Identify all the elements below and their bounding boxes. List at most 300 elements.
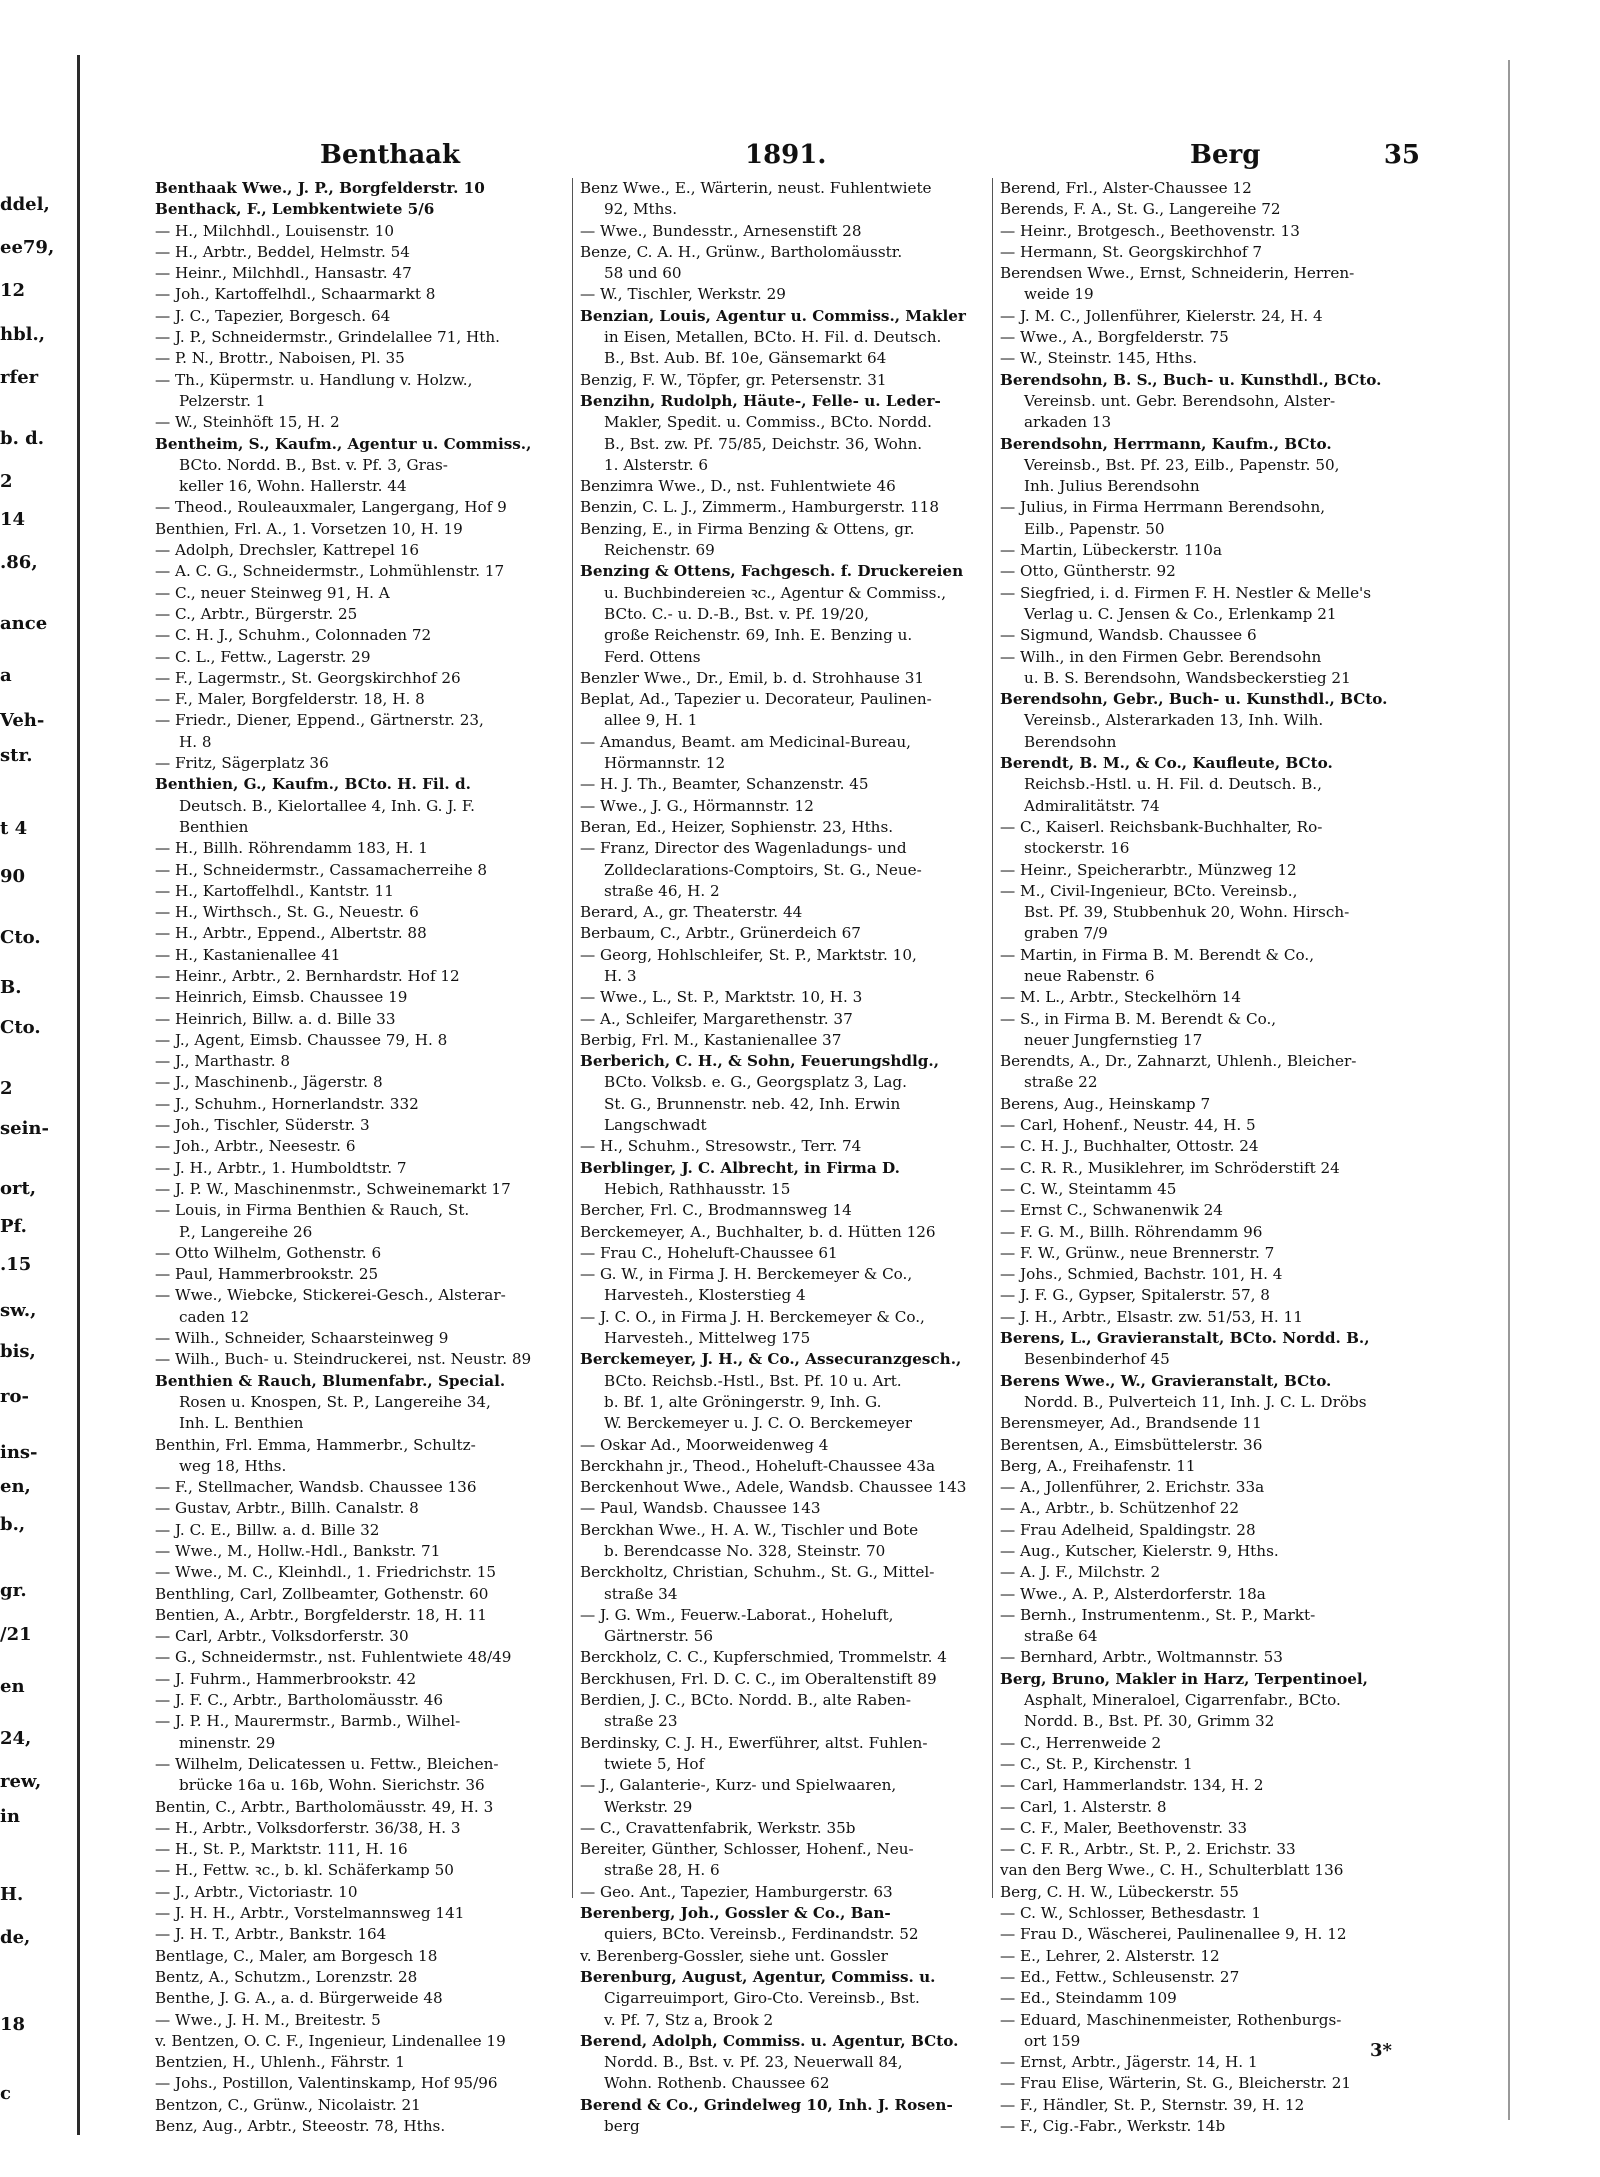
directory-entry: — J. M. C., Jollenführer, Kielerstr. 24, H. 4 (1000, 306, 1323, 325)
entry-continuation: Reichenstr. 69 (604, 541, 715, 560)
directory-entry: — S., in Firma B. M. Berendt & Co., (1000, 1009, 1277, 1028)
margin-fragment: sw., (0, 1300, 37, 1321)
entry-continuation: straße 34 (604, 1584, 678, 1603)
directory-entry: — Carl, Hohenf., Neustr. 44, H. 5 (1000, 1116, 1256, 1135)
entry-continuation: Rosen u. Knospen, St. P., Langereihe 34, (179, 1392, 491, 1411)
directory-entry: — Wwe., M., Hollw.-Hdl., Bankstr. 71 (155, 1542, 441, 1560)
directory-entry: Benz Wwe., E., Wärterin, neust. Fuhlentwiete (580, 179, 932, 197)
directory-entry: — Ernst, Arbtr., Jägerstr. 14, H. 1 (1000, 2053, 1258, 2072)
directory-entry: Benzin, C. L. J., Zimmerm., Hamburgerstr. 118 (580, 498, 940, 517)
directory-entry: Berendsen Wwe., Ernst, Schneiderin, Herren- (1000, 264, 1355, 283)
margin-fragment: bis, (0, 1341, 36, 1362)
directory-entry: — Joh., Arbtr., Neesestr. 6 (155, 1137, 356, 1156)
entry-continuation: Reichsb.-Hstl. u. H. Fil. d. Deutsch. B., (1024, 775, 1322, 794)
margin-fragment: 90 (0, 866, 26, 887)
entry-continuation: in Eisen, Metallen, BCto. H. Fil. d. Deutsch. (604, 328, 942, 347)
margin-fragment: Cto. (0, 927, 41, 948)
directory-entry: Berckenhout Wwe., Adele, Wandsb. Chaussee 143 (580, 1478, 967, 1497)
directory-entry: — H., Milchhdl., Louisenstr. 10 (155, 221, 395, 240)
entry-continuation: Inh. L. Benthien (179, 1414, 304, 1433)
directory-entry: Berdinsky, C. J. H., Ewerführer, altst. Fuhlen- (580, 1733, 928, 1752)
margin-fragment: ee79, (0, 237, 55, 258)
directory-entry: — Frau Adelheid, Spaldingstr. 28 (1000, 1520, 1256, 1539)
directory-entry: — Heinr., Arbtr., 2. Bernhardstr. Hof 12 (155, 966, 460, 985)
directory-entry: — H., Wirthsch., St. G., Neuestr. 6 (155, 903, 419, 922)
directory-entry: — C. L., Fettw., Lagerstr. 29 (155, 647, 371, 666)
directory-entry: — Amandus, Beamt. am Medicinal-Bureau, (580, 732, 911, 751)
entry-continuation: weg 18, Hths. (179, 1456, 287, 1475)
directory-entry: — E., Lehrer, 2. Alsterstr. 12 (1000, 1946, 1220, 1965)
directory-entry: Berckemeyer, J. H., & Co., Assecuranzgesch., (580, 1350, 962, 1369)
directory-entry: Bentzon, C., Grünw., Nicolaistr. 21 (155, 2095, 421, 2114)
directory-entry: — Frau C., Hoheluft-Chaussee 61 (580, 1243, 838, 1262)
directory-entry: van den Berg Wwe., C. H., Schulterblatt 136 (1000, 1861, 1344, 1880)
directory-entry: — Julius, in Firma Herrmann Berendsohn, (1000, 498, 1326, 517)
entry-continuation: große Reichenstr. 69, Inh. E. Benzing u. (604, 626, 913, 645)
directory-entry: — H., Schneidermstr., Cassamacherreihe 8 (155, 860, 488, 879)
directory-entry: — Georg, Hohlschleifer, St. P., Marktstr. 10, (580, 945, 917, 964)
directory-entry: Beran, Ed., Heizer, Sophienstr. 23, Hths. (580, 817, 894, 836)
entry-continuation: brücke 16a u. 16b, Wohn. Sierichstr. 36 (179, 1776, 485, 1795)
directory-entry: — J., Maschinenb., Jägerstr. 8 (155, 1073, 383, 1092)
entry-continuation: St. G., Brunnenstr. neb. 42, Inh. Erwin (604, 1094, 901, 1113)
margin-fragment: sein- (0, 1118, 49, 1139)
directory-entry: — Wwe., Wiebcke, Stickerei-Gesch., Alsterar- (155, 1286, 506, 1305)
directory-entry: Bentlage, C., Maler, am Borgesch 18 (155, 1946, 438, 1965)
directory-entry: — Siegfried, i. d. Firmen F. H. Nestler & Melle's (1000, 583, 1372, 602)
entry-continuation: Deutsch. B., Kielortallee 4, Inh. G. J. F. (179, 796, 475, 815)
entry-continuation: Nordd. B., Pulverteich 11, Inh. J. C. L. Dröbs (1024, 1392, 1367, 1411)
directory-entry: — J. Fuhrm., Hammerbrookstr. 42 (155, 1669, 417, 1688)
margin-fragment: rew, (0, 1771, 42, 1792)
directory-entry: — J. H. T., Arbtr., Bankstr. 164 (155, 1925, 387, 1944)
directory-entry: — Heinr., Speicherarbtr., Münzweg 12 (1000, 860, 1297, 879)
directory-entry: — Wilh., Buch- u. Steindruckerei, nst. Neustr. 89 (155, 1350, 532, 1369)
entry-continuation: Makler, Spedit. u. Commiss., BCto. Nordd. (604, 413, 932, 432)
directory-entry: — J., Schuhm., Hornerlandstr. 332 (155, 1094, 419, 1113)
margin-fragment: ro- (0, 1386, 29, 1407)
directory-entry: — C. H. J., Schuhm., Colonnaden 72 (155, 626, 432, 645)
directory-entry: Bentien, A., Arbtr., Borgfelderstr. 18, H. 11 (155, 1605, 487, 1624)
directory-column-3 (1000, 178, 1394, 2137)
directory-column-2 (580, 178, 994, 2137)
directory-entry: — H., Billh. Röhrendamm 183, H. 1 (155, 839, 428, 858)
margin-fragment: 24, (0, 1728, 32, 1749)
directory-entry: Berendsohn, Herrmann, Kaufm., BCto. (1000, 434, 1332, 453)
margin-fragment: de, (0, 1927, 31, 1948)
directory-entry: Beplat, Ad., Tapezier u. Decorateur, Paulinen- (580, 690, 932, 709)
entry-continuation: P., Langereihe 26 (179, 1222, 313, 1241)
margin-fragment: str. (0, 745, 33, 766)
directory-entry: — Ernst C., Schwanenwik 24 (1000, 1201, 1223, 1220)
directory-entry: — J., Arbtr., Victoriastr. 10 (155, 1882, 358, 1901)
directory-entry: — A., Arbtr., b. Schützenhof 22 (1000, 1499, 1240, 1518)
directory-entry: — A., Schleifer, Margarethenstr. 37 (580, 1009, 853, 1028)
header-first-entry: Benthaak (320, 140, 461, 170)
directory-entry: — G. W., in Firma J. H. Berckemeyer & Co., (580, 1265, 913, 1284)
directory-entry: Benthien, Frl. A., 1. Vorsetzen 10, H. 19 (155, 519, 463, 538)
entry-continuation: stockerstr. 16 (1024, 839, 1130, 858)
directory-entry: — Joh., Kartoffelhdl., Schaarmarkt 8 (155, 285, 436, 304)
margin-fragment: b., (0, 1514, 26, 1535)
directory-entry: Berdien, J. C., BCto. Nordd. B., alte Raben- (580, 1691, 911, 1710)
margin-fragment: 18 (0, 2014, 26, 2035)
entry-continuation: neue Rabenstr. 6 (1024, 966, 1155, 985)
entry-continuation: B., Bst. zw. Pf. 75/85, Deichstr. 36, Wohn. (604, 434, 923, 453)
entry-continuation: allee 9, H. 1 (604, 711, 698, 730)
directory-entry: — H., Arbtr., Eppend., Albertstr. 88 (155, 924, 427, 943)
directory-entry: Benzimra Wwe., D., nst. Fuhlentwiete 46 (580, 477, 896, 496)
directory-entry: Benthling, Carl, Zollbeamter, Gothenstr. 60 (155, 1584, 489, 1603)
directory-entry: Berendts, A., Dr., Zahnarzt, Uhlenh., Bleicher- (1000, 1052, 1357, 1071)
directory-entry: Berenberg, Joh., Gossler & Co., Ban- (580, 1904, 891, 1923)
directory-entry: v. Bentzen, O. C. F., Ingenieur, Lindenallee 19 (155, 2031, 506, 2050)
directory-entry: — Friedr., Diener, Eppend., Gärtnerstr. 23, (155, 711, 484, 730)
entry-continuation: Bst. Pf. 39, Stubbenhuk 20, Wohn. Hirsch- (1024, 903, 1350, 922)
directory-entry: — C., Herrenweide 2 (1000, 1733, 1162, 1752)
entry-continuation: v. Pf. 7, Stz a, Brook 2 (604, 2010, 774, 2029)
directory-entry: Berendt, B. M., & Co., Kaufleute, BCto. (1000, 754, 1333, 773)
directory-entry: — C. W., Schlosser, Bethesdastr. 1 (1000, 1904, 1262, 1923)
directory-entry: Berens Wwe., W., Gravieranstalt, BCto. (1000, 1371, 1332, 1390)
directory-entry: — Franz, Director des Wagenladungs- und (580, 839, 907, 858)
directory-entry: Berckhahn jr., Theod., Hoheluft-Chaussee 43a (580, 1456, 936, 1475)
directory-entry: Berckholtz, Christian, Schuhm., St. G., Mittel- (580, 1563, 935, 1582)
entry-continuation: Gärtnerstr. 56 (604, 1627, 714, 1646)
entry-continuation: straße 23 (604, 1712, 678, 1731)
directory-entry: Benthin, Frl. Emma, Hammerbr., Schultz- (155, 1435, 476, 1454)
directory-entry: — J., Marthastr. 8 (155, 1052, 291, 1071)
directory-entry: — Carl, Arbtr., Volksdorferstr. 30 (155, 1627, 409, 1646)
entry-continuation: Vereinsb. unt. Gebr. Berendsohn, Alster- (1024, 391, 1336, 410)
directory-entry: — F. G. M., Billh. Röhrendamm 96 (1000, 1222, 1263, 1241)
directory-entry: Berentsen, A., Eimsbüttelerstr. 36 (1000, 1435, 1263, 1454)
directory-entry: Benz, Aug., Arbtr., Steeostr. 78, Hths. (155, 2117, 446, 2136)
entry-continuation: Besenbinderhof 45 (1024, 1350, 1170, 1369)
margin-fragment: b. d. (0, 428, 44, 449)
directory-entry: Benzig, F. W., Töpfer, gr. Petersenstr. 31 (580, 370, 887, 389)
directory-entry: — Geo. Ant., Tapezier, Hamburgerstr. 63 (580, 1882, 893, 1901)
entry-continuation: Eilb., Papenstr. 50 (1024, 519, 1165, 538)
directory-entry: — H., Arbtr., Volksdorferstr. 36/38, H. 3 (155, 1818, 461, 1837)
directory-entry: — A. C. G., Schneidermstr., Lohmühlenstr. 17 (155, 562, 505, 581)
entry-continuation: neuer Jungfernstieg 17 (1024, 1030, 1203, 1049)
directory-entry: — Bernhard, Arbtr., Woltmannstr. 53 (1000, 1648, 1283, 1667)
directory-entry: — J. G. Wm., Feuerw.-Laborat., Hoheluft, (580, 1605, 894, 1624)
margin-fragment: en (0, 1676, 25, 1697)
directory-entry: — Paul, Hammerbrookstr. 25 (155, 1265, 379, 1284)
directory-entry: — Wilh., in den Firmen Gebr. Berendsohn (1000, 647, 1322, 666)
directory-entry: — Wwe., L., St. P., Marktstr. 10, H. 3 (580, 988, 863, 1007)
directory-entry: — Th., Küpermstr. u. Handlung v. Holzw., (155, 370, 473, 389)
directory-entry: — F., Händler, St. P., Sternstr. 39, H. 12 (1000, 2095, 1305, 2114)
directory-entry: — Wilh., Schneider, Schaarsteinweg 9 (155, 1329, 449, 1348)
directory-entry: Benzing & Ottens, Fachgesch. f. Druckereien (580, 562, 964, 581)
directory-entry: — C. H. J., Buchhalter, Ottostr. 24 (1000, 1137, 1259, 1156)
directory-entry: Benzler Wwe., Dr., Emil, b. d. Strohhause 31 (580, 668, 925, 687)
directory-entry: Bercher, Frl. C., Brodmannsweg 14 (580, 1201, 852, 1220)
directory-entry: — J. C. O., in Firma J. H. Berckemeyer & Co., (580, 1307, 925, 1326)
entry-continuation: Harvesteh., Klosterstieg 4 (604, 1286, 806, 1305)
margin-fragment: c (0, 2083, 11, 2104)
directory-entry: — J. F. G., Gypser, Spitalerstr. 57, 8 (1000, 1286, 1270, 1305)
running-header (160, 140, 1420, 180)
entry-continuation: Nordd. B., Bst. v. Pf. 23, Neuerwall 84, (604, 2053, 903, 2072)
directory-entry: — C., Arbtr., Bürgerstr. 25 (155, 604, 358, 623)
directory-entry: Berends, F. A., St. G., Langereihe 72 (1000, 200, 1281, 219)
directory-entry: Benthien & Rauch, Blumenfabr., Special. (155, 1371, 506, 1390)
directory-entry: — Wwe., Bundesstr., Arnesenstift 28 (580, 221, 862, 240)
directory-entry: — Wilhelm, Delicatessen u. Fettw., Bleichen- (155, 1754, 499, 1773)
entry-continuation: Cigarreuimport, Giro-Cto. Vereinsb., Bst. (604, 1989, 920, 2008)
entry-continuation: Harvesteh., Mittelweg 175 (604, 1329, 811, 1348)
directory-entry: — Oskar Ad., Moorweidenweg 4 (580, 1435, 829, 1454)
margin-fragment: hbl., (0, 324, 46, 345)
entry-continuation: Berendsohn (1024, 732, 1117, 751)
directory-entry: — Ed., Steindamm 109 (1000, 1989, 1177, 2008)
directory-entry: — M., Civil-Ingenieur, BCto. Vereinsb., (1000, 881, 1298, 900)
margin-fragment: ance (0, 613, 48, 634)
directory-column-1 (155, 178, 569, 2137)
directory-entry: — W., Steinstr. 145, Hths. (1000, 349, 1198, 368)
margin-fragment: B. (0, 977, 22, 998)
directory-entry: — C., Kaiserl. Reichsbank-Buchhalter, Ro- (1000, 817, 1323, 836)
directory-entry: — C. F., Maler, Beethovenstr. 33 (1000, 1818, 1248, 1837)
directory-entry: — Aug., Kutscher, Kielerstr. 9, Hths. (1000, 1542, 1279, 1560)
directory-entry: — C., neuer Steinweg 91, H. A (155, 583, 390, 602)
entry-continuation: B., Bst. Aub. Bf. 10e, Gänsemarkt 64 (604, 349, 887, 368)
entry-continuation: berg (604, 2117, 640, 2136)
directory-entry: — F., Lagermstr., St. Georgskirchhof 26 (155, 668, 461, 687)
directory-entry: Berckhusen, Frl. D. C. C., im Oberaltenstift 89 (580, 1669, 937, 1688)
entry-continuation: Pelzerstr. 1 (179, 391, 266, 410)
directory-entry: — Frau D., Wäscherei, Paulinenallee 9, H. 12 (1000, 1925, 1347, 1944)
directory-entry: — H., Schuhm., Stresowstr., Terr. 74 (580, 1137, 862, 1156)
directory-entry: — Martin, in Firma B. M. Berendt & Co., (1000, 945, 1315, 964)
directory-entry: Benthaak Wwe., J. P., Borgfelderstr. 10 (155, 179, 485, 197)
directory-entry: — J. C. E., Billw. a. d. Bille 32 (155, 1520, 380, 1539)
directory-entry: Bentin, C., Arbtr., Bartholomäusstr. 49, H. 3 (155, 1797, 494, 1816)
entry-continuation: Vereinsb., Bst. Pf. 23, Eilb., Papenstr. 50, (1024, 455, 1340, 474)
margin-fragment: H. (0, 1884, 24, 1905)
directory-entry: — W., Tischler, Werkstr. 29 (580, 285, 786, 304)
entry-continuation: b. Bf. 1, alte Gröningerstr. 9, Inh. G. (604, 1392, 882, 1411)
entry-continuation: Admiralitätstr. 74 (1024, 796, 1160, 815)
directory-entry: — H., St. P., Marktstr. 111, H. 16 (155, 1840, 408, 1859)
entry-continuation: 92, Mths. (604, 200, 678, 219)
entry-continuation: caden 12 (179, 1307, 250, 1326)
entry-continuation: Nordd. B., Bst. Pf. 30, Grimm 32 (1024, 1712, 1275, 1731)
margin-fragment: gr. (0, 1580, 27, 1601)
entry-continuation: u. Buchbindereien ꝛc., Agentur & Commiss., (604, 583, 947, 602)
directory-entry: Benzihn, Rudolph, Häute-, Felle- u. Leder- (580, 391, 941, 410)
entry-continuation: arkaden 13 (1024, 413, 1112, 432)
directory-entry: — Wwe., J. H. M., Breitestr. 5 (155, 2010, 381, 2029)
directory-entry: Berend, Frl., Alster-Chaussee 12 (1000, 179, 1252, 197)
directory-entry: Berckhan Wwe., H. A. W., Tischler und Bote (580, 1520, 919, 1539)
directory-entry: Berbig, Frl. M., Kastanienallee 37 (580, 1030, 842, 1049)
directory-entry: Benzian, Louis, Agentur u. Commiss., Makler (580, 306, 966, 325)
margin-fragment: 12 (0, 280, 26, 301)
entry-continuation: 1. Alsterstr. 6 (604, 455, 709, 474)
directory-entry: — Hermann, St. Georgskirchhof 7 (1000, 242, 1263, 261)
directory-entry: — J. C., Tapezier, Borgesch. 64 (155, 306, 391, 325)
directory-entry: Berens, Aug., Heinskamp 7 (1000, 1094, 1211, 1113)
previous-page-margin (0, 55, 82, 2135)
directory-entry: — F., Stellmacher, Wandsb. Chaussee 136 (155, 1478, 477, 1497)
directory-entry: Berg, A., Freihafenstr. 11 (1000, 1456, 1196, 1475)
margin-fragment: .15 (0, 1254, 32, 1275)
directory-entry: Benthack, F., Lembkentwiete 5/6 (155, 200, 435, 219)
entry-continuation: Zolldeclarations-Comptoirs, St. G., Neue- (604, 860, 922, 879)
directory-entry: — A., Jollenführer, 2. Erichstr. 33a (1000, 1478, 1265, 1497)
directory-entry: — Carl, Hammerlandstr. 134, H. 2 (1000, 1776, 1264, 1795)
entry-continuation: W. Berckemeyer u. J. C. O. Berckemeyer (604, 1414, 913, 1433)
directory-entry: — Paul, Wandsb. Chaussee 143 (580, 1499, 821, 1518)
directory-entry: Bentheim, S., Kaufm., Agentur u. Commiss., (155, 434, 532, 453)
entry-continuation: Vereinsb., Alsterarkaden 13, Inh. Wilh. (1024, 711, 1324, 730)
directory-entry: Berckemeyer, A., Buchhalter, b. d. Hütten 126 (580, 1222, 936, 1241)
entry-continuation: H. 8 (179, 732, 212, 751)
entry-continuation: 58 und 60 (604, 264, 682, 283)
entry-continuation: Asphalt, Mineraloel, Cigarrenfabr., BCto. (1024, 1691, 1341, 1710)
directory-entry: — Carl, 1. Alsterstr. 8 (1000, 1797, 1167, 1816)
directory-entry: — H., Arbtr., Beddel, Helmstr. 54 (155, 242, 410, 261)
directory-entry: — J. P., Schneidermstr., Grindelallee 71, Hth. (155, 328, 500, 347)
directory-entry: Berckholz, C. C., Kupferschmied, Trommelstr. 4 (580, 1648, 947, 1667)
directory-entry: — Johs., Postillon, Valentinskamp, Hof 95/96 (155, 2074, 498, 2093)
entry-continuation: BCto. Nordd. B., Bst. v. Pf. 3, Gras- (179, 455, 448, 474)
directory-entry: — M. L., Arbtr., Steckelhörn 14 (1000, 988, 1242, 1007)
directory-entry: — Adolph, Drechsler, Kattrepel 16 (155, 541, 420, 560)
column-divider (572, 178, 573, 1898)
entry-continuation: Benthien (179, 817, 249, 836)
directory-entry: Benzing, E., in Firma Benzing & Ottens, gr. (580, 519, 915, 538)
directory-entry: — Martin, Lübeckerstr. 110a (1000, 541, 1222, 560)
directory-entry: Berensmeyer, Ad., Brandsende 11 (1000, 1414, 1262, 1433)
directory-entry: — F., Maler, Borgfelderstr. 18, H. 8 (155, 690, 425, 709)
entry-continuation: graben 7/9 (1024, 924, 1108, 943)
directory-entry: Berend & Co., Grindelweg 10, Inh. J. Rosen- (580, 2095, 953, 2114)
directory-entry: — Theod., Rouleauxmaler, Langergang, Hof 9 (155, 498, 507, 517)
entry-continuation: Verlag u. C. Jensen & Co., Erlenkamp 21 (1024, 604, 1337, 623)
entry-continuation: twiete 5, Hof (604, 1754, 705, 1773)
directory-entry: — C., Cravattenfabrik, Werkstr. 35b (580, 1818, 856, 1837)
margin-fragment: a (0, 665, 12, 686)
directory-entry: — J., Agent, Eimsb. Chaussee 79, H. 8 (155, 1030, 448, 1049)
entry-continuation: Hebich, Rathhausstr. 15 (604, 1179, 791, 1198)
entry-continuation: minenstr. 29 (179, 1733, 276, 1752)
directory-entry: — A. J. F., Milchstr. 2 (1000, 1563, 1161, 1582)
entry-continuation: Werkstr. 29 (604, 1797, 693, 1816)
margin-fragment: 14 (0, 509, 26, 530)
margin-fragment: 2 (0, 1078, 13, 1099)
directory-entry: — J. F. C., Arbtr., Bartholomäusstr. 46 (155, 1691, 444, 1710)
directory-entry: — Gustav, Arbtr., Billh. Canalstr. 8 (155, 1499, 419, 1518)
entry-continuation: ort 159 (1024, 2031, 1081, 2050)
directory-entry: — Heinr., Brotgesch., Beethovenstr. 13 (1000, 221, 1300, 240)
directory-entry: — J. P. W., Maschinenmstr., Schweinemarkt 17 (155, 1179, 511, 1198)
directory-entry: — J., Galanterie-, Kurz- und Spielwaaren, (580, 1776, 897, 1795)
directory-entry: — G., Schneidermstr., nst. Fuhlentwiete 48/49 (155, 1648, 512, 1667)
entry-continuation: Wohn. Rothenb. Chaussee 62 (604, 2074, 830, 2093)
directory-entry: — Joh., Tischler, Süderstr. 3 (155, 1116, 370, 1135)
directory-entry: — Fritz, Sägerplatz 36 (155, 754, 329, 773)
directory-entry: — Eduard, Maschinenmeister, Rothenburgs- (1000, 2010, 1342, 2029)
entry-continuation: Inh. Julius Berendsohn (1024, 477, 1200, 496)
directory-entry: Berens, L., Gravieranstalt, BCto. Nordd. B., (1000, 1329, 1370, 1348)
entry-continuation: straße 28, H. 6 (604, 1861, 720, 1880)
directory-entry: Berbaum, C., Arbtr., Grünerdeich 67 (580, 924, 861, 943)
entry-continuation: BCto. C.- u. D.-B., Bst. v. Pf. 19/20, (604, 604, 869, 623)
entry-continuation: H. 3 (604, 966, 637, 985)
directory-entry: Berend, Adolph, Commiss. u. Agentur, BCto. (580, 2031, 959, 2050)
directory-entry: — Sigmund, Wandsb. Chaussee 6 (1000, 626, 1257, 645)
directory-entry: — Bernh., Instrumentenm., St. P., Markt- (1000, 1605, 1316, 1624)
margin-fragment: Cto. (0, 1017, 41, 1038)
signature-mark: 3* (1370, 2040, 1392, 2061)
entry-continuation: weide 19 (1024, 285, 1094, 304)
directory-entry: — C. W., Steintamm 45 (1000, 1179, 1177, 1198)
directory-entry: — Wwe., A., Borgfelderstr. 75 (1000, 328, 1229, 347)
entry-continuation: BCto. Volksb. e. G., Georgsplatz 3, Lag. (604, 1073, 907, 1092)
directory-entry: — H., Kartoffelhdl., Kantstr. 11 (155, 881, 394, 900)
directory-entry: — Wwe., J. G., Hörmannstr. 12 (580, 796, 814, 815)
directory-entry: — J. P. H., Maurermstr., Barmb., Wilhel- (155, 1712, 461, 1731)
entry-continuation: straße 46, H. 2 (604, 881, 720, 900)
directory-entry: — Otto, Güntherstr. 92 (1000, 562, 1176, 581)
entry-continuation: straße 22 (1024, 1073, 1098, 1092)
directory-entry: — F., Cig.-Fabr., Werkstr. 14b (1000, 2117, 1226, 2136)
directory-entry: — H. J. Th., Beamter, Schanzenstr. 45 (580, 775, 869, 794)
margin-fragment: rfer (0, 367, 39, 388)
directory-entry: Berberich, C. H., & Sohn, Feuerungshdlg., (580, 1052, 939, 1071)
directory-entry: Bentzien, H., Uhlenh., Fährstr. 1 (155, 2053, 405, 2072)
directory-entry: — W., Steinhöft 15, H. 2 (155, 413, 340, 432)
entry-continuation: keller 16, Wohn. Hallerstr. 44 (179, 477, 407, 496)
margin-fragment: Pf. (0, 1216, 27, 1237)
directory-entry: — J. H., Arbtr., Elsastr. zw. 51/53, H. 11 (1000, 1307, 1303, 1326)
margin-fragment: t 4 (0, 818, 28, 839)
page-number: 35 (1383, 140, 1420, 170)
directory-entry: — H., Kastanienallee 41 (155, 945, 341, 964)
margin-fragment: ins- (0, 1442, 38, 1463)
margin-fragment: /21 (0, 1624, 32, 1645)
header-year: 1891. (745, 140, 827, 170)
directory-entry: Berg, Bruno, Makler in Harz, Terpentinoel, (1000, 1669, 1368, 1688)
directory-entry: — C. R. R., Musiklehrer, im Schröderstift 24 (1000, 1158, 1340, 1177)
directory-entry: Berard, A., gr. Theaterstr. 44 (580, 903, 803, 922)
entry-continuation: Langschwadt (604, 1116, 707, 1135)
entry-continuation: u. B. S. Berendsohn, Wandsbeckerstieg 21 (1024, 668, 1351, 687)
entry-continuation: b. Berendcasse No. 328, Steinstr. 70 (604, 1542, 886, 1560)
directory-entry: Benthe, J. G. A., a. d. Bürgerweide 48 (155, 1989, 443, 2008)
directory-entry: — J. H., Arbtr., 1. Humboldtstr. 7 (155, 1158, 407, 1177)
directory-entry: v. Berenberg-Gossler, siehe unt. Gossler (580, 1946, 888, 1965)
directory-entry: — Frau Elise, Wärterin, St. G., Bleicherstr. 21 (1000, 2074, 1352, 2093)
directory-entry: Bereiter, Günther, Schlosser, Hohenf., Neu- (580, 1840, 914, 1859)
directory-entry: Berg, C. H. W., Lübeckerstr. 55 (1000, 1882, 1239, 1901)
entry-continuation: Hörmannstr. 12 (604, 754, 726, 773)
directory-entry: Benthien, G., Kaufm., BCto. H. Fil. d. (155, 775, 471, 794)
directory-entry: — Heinrich, Eimsb. Chaussee 19 (155, 988, 408, 1007)
directory-entry: Berendsohn, Gebr., Buch- u. Kunsthdl., BCto. (1000, 690, 1388, 709)
entry-continuation: straße 64 (1024, 1627, 1098, 1646)
margin-fragment: 2 (0, 471, 13, 492)
margin-fragment: in (0, 1806, 20, 1827)
directory-entry: Berendsohn, B. S., Buch- u. Kunsthdl., BCto. (1000, 370, 1382, 389)
directory-entry: — Heinrich, Billw. a. d. Bille 33 (155, 1009, 396, 1028)
